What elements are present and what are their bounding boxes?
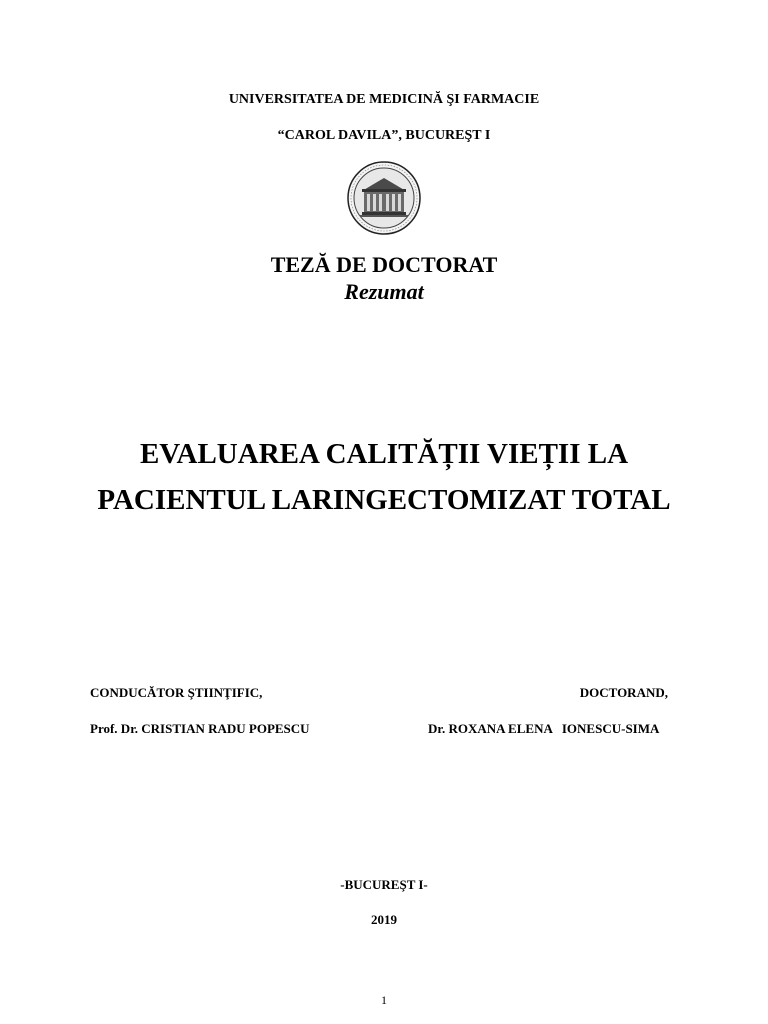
university-subtitle: “CAROL DAVILA”, BUCUREŞT I bbox=[277, 128, 491, 143]
page-number: 1 bbox=[381, 993, 387, 1007]
year: 2019 bbox=[371, 912, 397, 927]
candidate-name: Dr. ROXANA ELENA IONESCU-SIMA bbox=[428, 721, 660, 736]
thesis-title-line-1: EVALUAREA CALITĂȚII VIEȚII LA bbox=[139, 438, 629, 470]
supervisor-role: CONDUCĂTOR ŞTIINŢIFIC, bbox=[90, 685, 263, 700]
thesis-subtitle: Rezumat bbox=[344, 279, 424, 304]
thesis-type: TEZĂ DE DOCTORAT bbox=[270, 252, 498, 277]
supervisor-name: Prof. Dr. CRISTIAN RADU POPESCU bbox=[90, 721, 310, 736]
university-name: UNIVERSITATEA DE MEDICINĂ ŞI FARMACIE bbox=[228, 92, 540, 107]
city: -BUCUREŞT I- bbox=[340, 877, 428, 892]
university-seal-icon bbox=[347, 161, 421, 235]
candidate-role: DOCTORAND, bbox=[579, 685, 668, 700]
thesis-title-line-2: PACIENTUL LARINGECTOMIZAT TOTAL bbox=[97, 484, 671, 516]
